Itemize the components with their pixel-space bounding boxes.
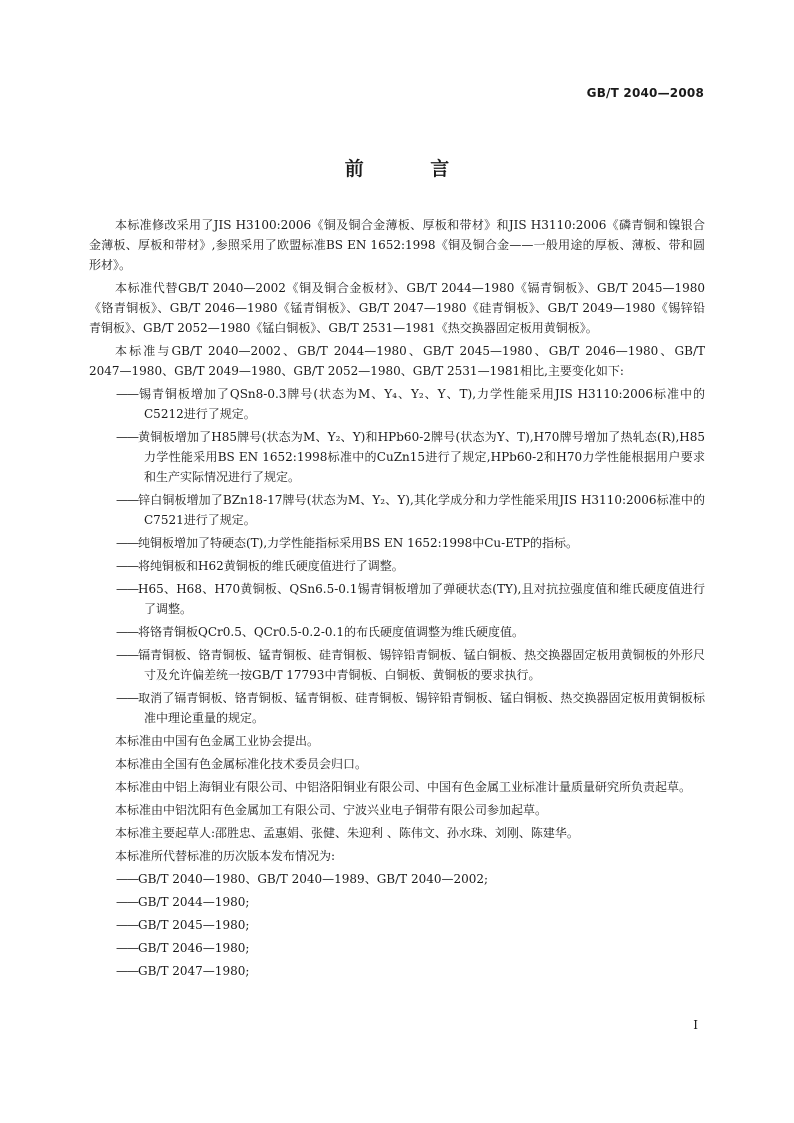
- list-item: ——锡青铜板增加了QSn8-0.3牌号(状态为M、Y₄、Y₂、Y、T),力学性能采用JIS H3110:2006标准中的C5212进行了规定。: [116, 387, 705, 421]
- list-item: ——GB/T 2045—1980;: [116, 918, 250, 932]
- history-list: [89, 869, 705, 981]
- statement-centralized: 本标准由全国有色金属标准化技术委员会归口。: [115, 757, 368, 771]
- list-item: ——GB/T 2040—1980、GB/T 2040—1989、GB/T 2040—2002;: [116, 872, 489, 886]
- paragraph-adoption: 本标准修改采用了JIS H3100:2006《铜及铜合金薄板、厚板和带材》和JIS H3110:2006《磷青铜和镍银合金薄板、厚板和带材》,参照采用了欧盟标准BS EN 1652:1998《铜及铜合金——一般用途的厚板、薄板、带和圆形材》。: [89, 218, 705, 272]
- list-item: ——锌白铜板增加了BZn18-17牌号(状态为M、Y₂、Y),其化学成分和力学性能采用JIS H3110:2006标准中的C7521进行了规定。: [116, 493, 705, 527]
- changes-list: [89, 384, 705, 728]
- list-item: ——黄铜板增加了H85牌号(状态为M、Y₂、Y)和HPb60-2牌号(状态为Y、T),H70牌号增加了热轧态(R),H85力学性能采用BS EN 1652:1998标准中的CuZn15进行了规定,HPb60-2和H70力学性能根据用户要求和生产实际情况进行了规定。: [116, 430, 705, 484]
- list-item: ——将铬青铜板QCr0.5、QCr0.5-0.2-0.1的布氏硬度值调整为维氏硬度值。: [116, 625, 524, 639]
- foreword-body: [89, 215, 705, 984]
- page-number: I: [693, 1018, 698, 1032]
- standard-number: GB/T 2040—2008: [586, 86, 704, 100]
- list-item: ——纯铜板增加了特硬态(T),力学性能指标采用BS EN 1652:1998中Cu-ETP的指标。: [116, 536, 579, 550]
- list-item: ——将纯铜板和H62黄铜板的维氏硬度值进行了调整。: [116, 559, 404, 573]
- list-item: ——GB/T 2046—1980;: [116, 941, 250, 955]
- list-item: ——镉青铜板、铬青铜板、锰青铜板、硅青铜板、锡锌铅青铜板、锰白铜板、热交换器固定板用黄铜板的外形尺寸及允许偏差统一按GB/T 17793中青铜板、白铜板、黄铜板的要求执行。: [116, 648, 705, 682]
- statement-history-intro: 本标准所代替标准的历次版本发布情况为:: [115, 849, 336, 863]
- statement-participated: 本标准由中铝沈阳有色金属加工有限公司、宁波兴业电子铜带有限公司参加起草。: [115, 803, 548, 817]
- list-item: ——取消了镉青铜板、铬青铜板、锰青铜板、硅青铜板、锡锌铅青铜板、锰白铜板、热交换器固定板用黄铜板标准中理论重量的规定。: [116, 691, 705, 725]
- page-title: 前 言: [344, 158, 480, 180]
- statement-proposed: 本标准由中国有色金属工业协会提出。: [115, 734, 320, 748]
- list-item: ——H65、H68、H70黄铜板、QSn6.5-0.1锡青铜板增加了弹硬状态(TY),且对抗拉强度值和维氏硬度值进行了调整。: [116, 582, 705, 616]
- list-item: ——GB/T 2044—1980;: [116, 895, 250, 909]
- paragraph-replaces: 本标准代替GB/T 2040—2002《铜及铜合金板材》、GB/T 2044—1980《镉青铜板》、GB/T 2045—1980《铬青铜板》、GB/T 2046—1980《锰青铜板》、GB/T 2047—1980《硅青铜板》、GB/T 2049—1980《锡锌铅青铜板》、GB/T 2052—1980《锰白铜板》、GB/T 2531—1981《热交换器固定板用黄铜板》。: [89, 281, 705, 335]
- statement-drafted-by: 本标准由中铝上海铜业有限公司、中铝洛阳铜业有限公司、中国有色金属工业标准计量质量研究所负责起草。: [115, 780, 692, 794]
- paragraph-changes-intro: 本标准与GB/T 2040—2002、GB/T 2044—1980、GB/T 2045—1980、GB/T 2046—1980、GB/T 2047—1980、GB/T 2049—1980、GB/T 2052—1980、GB/T 2531—1981相比,主要变化如下:: [89, 344, 705, 378]
- list-item: ——GB/T 2047—1980;: [116, 964, 250, 978]
- statement-drafters: 本标准主要起草人:邵胜忠、孟惠娟、张健、朱迎利 、陈伟文、孙水珠、刘刚、陈建华。: [115, 826, 579, 840]
